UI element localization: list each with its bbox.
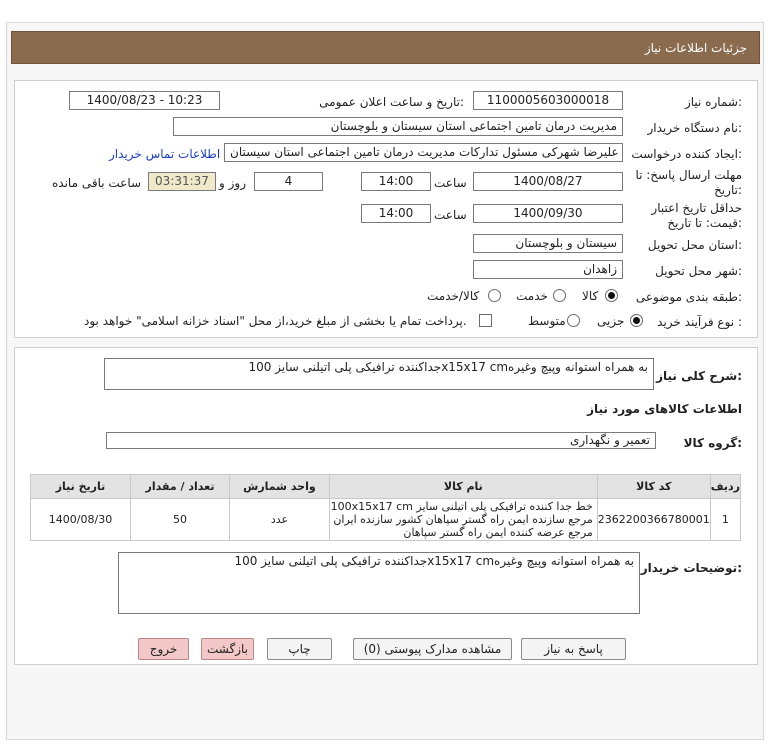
validity-label-1: حداقل تاریخ اعتبار	[651, 201, 742, 215]
general-desc-field: جداکننده ترافیکی پلی اتیلنی سایز 100x15x17 cmبه همراه استوانه وپیچ وغیره	[104, 358, 654, 390]
exit-button[interactable]: خروج	[138, 638, 189, 660]
deadline-label-2: تاریخ:	[714, 183, 742, 197]
days-label: روز و	[219, 176, 246, 190]
cell-name-line-1: خط جدا کننده ترافیکی پلی اتیلنی سایز 100x15x17 cm	[330, 500, 593, 513]
purchase-type-label: نوع فرآیند خرید :	[657, 315, 742, 329]
buyer-org-label: نام دستگاه خریدار:	[647, 121, 742, 135]
treasury-note: پرداخت تمام یا بخشی از مبلغ خرید،از محل "اسناد خزانه اسلامی" خواهد بود.	[84, 314, 467, 328]
col-date: تاریخ نیاز	[31, 475, 131, 499]
announce-label: تاریخ و ساعت اعلان عمومی:	[319, 95, 464, 109]
goods-group-label: گروه کالا:	[683, 436, 742, 450]
validity-date-field: 1400/09/30	[473, 204, 623, 223]
page-title: جزئیات اطلاعات نیاز	[644, 41, 747, 55]
city-field: زاهدان	[473, 260, 623, 279]
cell-name	[329, 499, 597, 541]
cell-name-line-3: مرجع عرضه کننده ایمن راه گستر سپاهان	[403, 526, 593, 539]
category-radio-service[interactable]	[553, 289, 566, 302]
category-radio-goods-service[interactable]	[488, 289, 501, 302]
province-label: استان محل تحویل:	[647, 238, 742, 252]
buyer-notes-field: جداکننده ترافیکی پلی اتیلنی سایز 100x15x17 cmبه همراه استوانه وپیچ وغیره	[118, 552, 640, 614]
page-header	[11, 31, 760, 64]
col-unit: واحد شمارش	[229, 475, 329, 499]
buyer-notes-label: توضیحات خریدار:	[640, 561, 742, 575]
category-option-goods: کالا	[582, 289, 599, 303]
province-field: سیستان و بلوچستان	[473, 234, 623, 253]
col-name: نام کالا	[329, 475, 597, 499]
cell-date: 1400/08/30	[31, 499, 131, 541]
announce-field: 1400/08/23 - 10:23	[69, 91, 220, 110]
category-label: طبقه بندی موضوعی:	[635, 290, 742, 304]
reply-button[interactable]: پاسخ به نیاز	[521, 638, 626, 660]
category-option-service: خدمت	[516, 289, 548, 303]
need-number-label: شماره نیاز:	[684, 95, 742, 109]
table-header-row	[31, 475, 741, 499]
cell-name-line-2: مرجع سازنده ایمن راه گستر سپاهان کشور سازنده ایران	[333, 513, 593, 526]
deadline-label-1: مهلت ارسال پاسخ: تا	[635, 168, 742, 182]
print-button[interactable]: چاپ	[267, 638, 332, 660]
attachments-button[interactable]: مشاهده مدارک پیوستی (0)	[353, 638, 512, 660]
validity-time-field: 14:00	[361, 204, 431, 223]
deadline-time-field: 14:00	[361, 172, 431, 191]
cell-code: 2362200366780001	[597, 499, 710, 541]
category-option-goods-service: کالا/خدمت	[427, 289, 480, 303]
validity-time-label: ساعت	[434, 208, 467, 222]
col-qty: تعداد / مقدار	[131, 475, 230, 499]
cell-qty: 50	[131, 499, 230, 541]
back-button[interactable]: بازگشت	[201, 638, 254, 660]
buyer-org-field: مدیریت درمان تامین اجتماعی استان سیستان و بلوچستان	[173, 117, 623, 136]
remaining-time-field: 03:31:37	[148, 172, 216, 191]
col-code: کد کالا	[597, 475, 710, 499]
general-desc-label: شرح کلی نیاز:	[656, 369, 742, 383]
remaining-label: ساعت باقی مانده	[52, 176, 142, 190]
deadline-time-label: ساعت	[434, 176, 467, 190]
requester-field: علیرضا شهرکی مسئول تدارکات مدیریت درمان تامین اجتماعی استان سیستان	[224, 143, 623, 162]
requester-label: ایجاد کننده درخواست:	[631, 147, 742, 161]
purchase-option-minor: جزیی	[597, 314, 625, 328]
goods-group-field: تعمیر و نگهداری	[106, 432, 656, 449]
goods-info-title: اطلاعات کالاهای مورد نیاز	[587, 402, 742, 416]
days-field: 4	[254, 172, 323, 191]
cell-row: 1	[710, 499, 740, 541]
purchase-option-medium: متوسط	[528, 314, 566, 328]
cell-unit: عدد	[229, 499, 329, 541]
validity-label-2: قیمت: تا تاریخ:	[667, 216, 742, 230]
goods-table	[30, 474, 741, 541]
category-radio-goods[interactable]	[605, 289, 618, 302]
contact-info-link[interactable]: اطلاعات تماس خریدار	[109, 147, 221, 161]
table-row	[31, 499, 741, 541]
need-number-field: 1100005603000018	[473, 91, 623, 110]
purchase-radio-minor[interactable]	[630, 314, 643, 327]
col-row: ردیف	[710, 475, 740, 499]
city-label: شهر محل تحویل:	[655, 264, 742, 278]
purchase-radio-medium[interactable]	[567, 314, 580, 327]
treasury-checkbox[interactable]	[479, 314, 492, 327]
deadline-date-field: 1400/08/27	[473, 172, 623, 191]
